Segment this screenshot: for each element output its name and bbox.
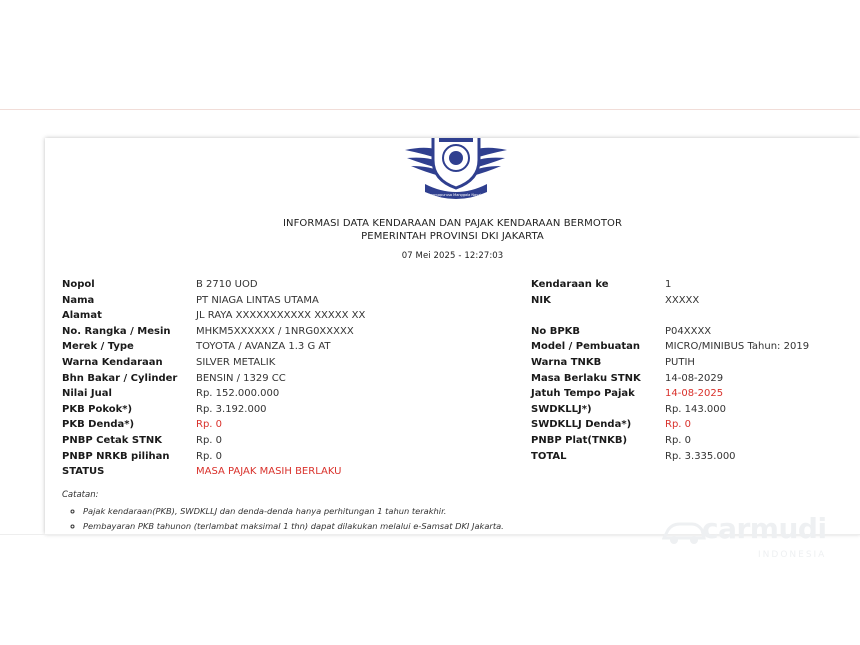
- field-label: SWDKLLJ Denda*): [531, 419, 632, 431]
- watermark-sub: INDONESIA: [758, 550, 827, 560]
- carmudi-watermark: [662, 512, 842, 564]
- status-value: MASA PAJAK MASIH BERLAKU: [196, 466, 342, 478]
- field-value: Rp. 0: [196, 419, 223, 431]
- field-label: Warna TNKB: [531, 356, 602, 368]
- field-label: Alamat: [62, 310, 102, 322]
- field-label: Nilai Jual: [62, 388, 112, 400]
- field-label: Model / Pembuatan: [531, 341, 641, 353]
- field-value: PT NIAGA LINTAS UTAMA: [196, 294, 319, 306]
- note-item: ◦ Pajak kendaraan(PKB), SWDKLLJ dan denda-denda hanya perhitungan 1 tahun terakhir.: [83, 504, 504, 519]
- field-label: Bhn Bakar / Cylinder: [62, 372, 178, 384]
- field-label: Jatuh Tempo Pajak: [531, 388, 635, 400]
- field-value: BENSIN / 1329 CC: [196, 372, 286, 384]
- field-value: 14-08-2025: [665, 388, 724, 400]
- note-item: ◦ Pembayaran PKB tahunon (terlambat maksimal 1 thn) dapat dilakukan melalui e-Samsat DKI Jakarta.: [83, 519, 504, 534]
- field-value: B 2710 UOD: [196, 279, 258, 290]
- field-label: SWDKLLJ*): [531, 403, 592, 415]
- field-value: Rp. 3.192.000: [196, 403, 267, 415]
- field-label: Nopol: [62, 279, 95, 290]
- document-subtitle: PEMERINTAH PROVINSI DKI JAKARTA: [361, 231, 544, 242]
- field-value: Rp. 152.000.000: [196, 388, 280, 400]
- field-label: PNBP Plat(TNKB): [531, 434, 628, 446]
- field-value: JL RAYA XXXXXXXXXXX XXXXX XX: [196, 310, 366, 322]
- car-icon: [662, 518, 706, 546]
- field-label: PKB Denda*): [62, 419, 135, 431]
- field-label: PNBP NRKB pilihan: [62, 450, 170, 462]
- field-label: STATUS: [62, 466, 105, 478]
- field-label: PKB Pokok*): [62, 403, 133, 415]
- field-value: XXXXX: [665, 294, 700, 306]
- vehicle-tax-info-card: [45, 138, 860, 534]
- field-value: 1: [665, 279, 672, 290]
- notes-title: Catatan:: [62, 490, 99, 500]
- total-value: Rp. 3.335.000: [665, 450, 736, 462]
- field-label: Warna Kendaraan: [62, 356, 163, 368]
- field-label: TOTAL: [531, 450, 567, 462]
- field-value: Rp. 0: [665, 434, 692, 446]
- field-value: SILVER METALIK: [196, 356, 276, 368]
- watermark-brand: carmudi: [702, 512, 827, 545]
- field-value: 14-08-2029: [665, 372, 724, 384]
- field-label: PNBP Cetak STNK: [62, 434, 163, 446]
- field-value: Rp. 0: [196, 450, 223, 462]
- field-label: NIK: [531, 294, 551, 306]
- field-value: MHKM5XXXXXX / 1NRG0XXXXX: [196, 325, 354, 337]
- field-value: Rp. 0: [665, 419, 692, 431]
- field-label: No. Rangka / Mesin: [62, 325, 171, 337]
- field-label: Nama: [62, 294, 95, 306]
- field-label: Kendaraan ke: [531, 279, 609, 290]
- emblem-motto: Dharmapurusa Manggala Nayaka: [426, 193, 485, 197]
- field-label: Masa Berlaku STNK: [531, 372, 641, 384]
- field-value: Rp. 143.000: [665, 403, 727, 415]
- notes-list: [62, 504, 504, 534]
- top-divider: [0, 109, 860, 110]
- document-title: INFORMASI DATA KENDARAAN DAN PAJAK KENDARAAN BERMOTOR: [282, 218, 623, 229]
- field-label: No BPKB: [531, 325, 581, 337]
- field-value: MICRO/MINIBUS Tahun: 2019: [665, 341, 810, 353]
- field-value: PUTIH: [665, 356, 695, 368]
- field-value: P04XXXX: [665, 325, 712, 337]
- field-value: TOYOTA / AVANZA 1.3 G AT: [196, 341, 331, 353]
- field-label: Merek / Type: [62, 341, 134, 353]
- document-date: 07 Mei 2025 - 12:27:03: [401, 251, 504, 261]
- field-value: Rp. 0: [196, 434, 223, 446]
